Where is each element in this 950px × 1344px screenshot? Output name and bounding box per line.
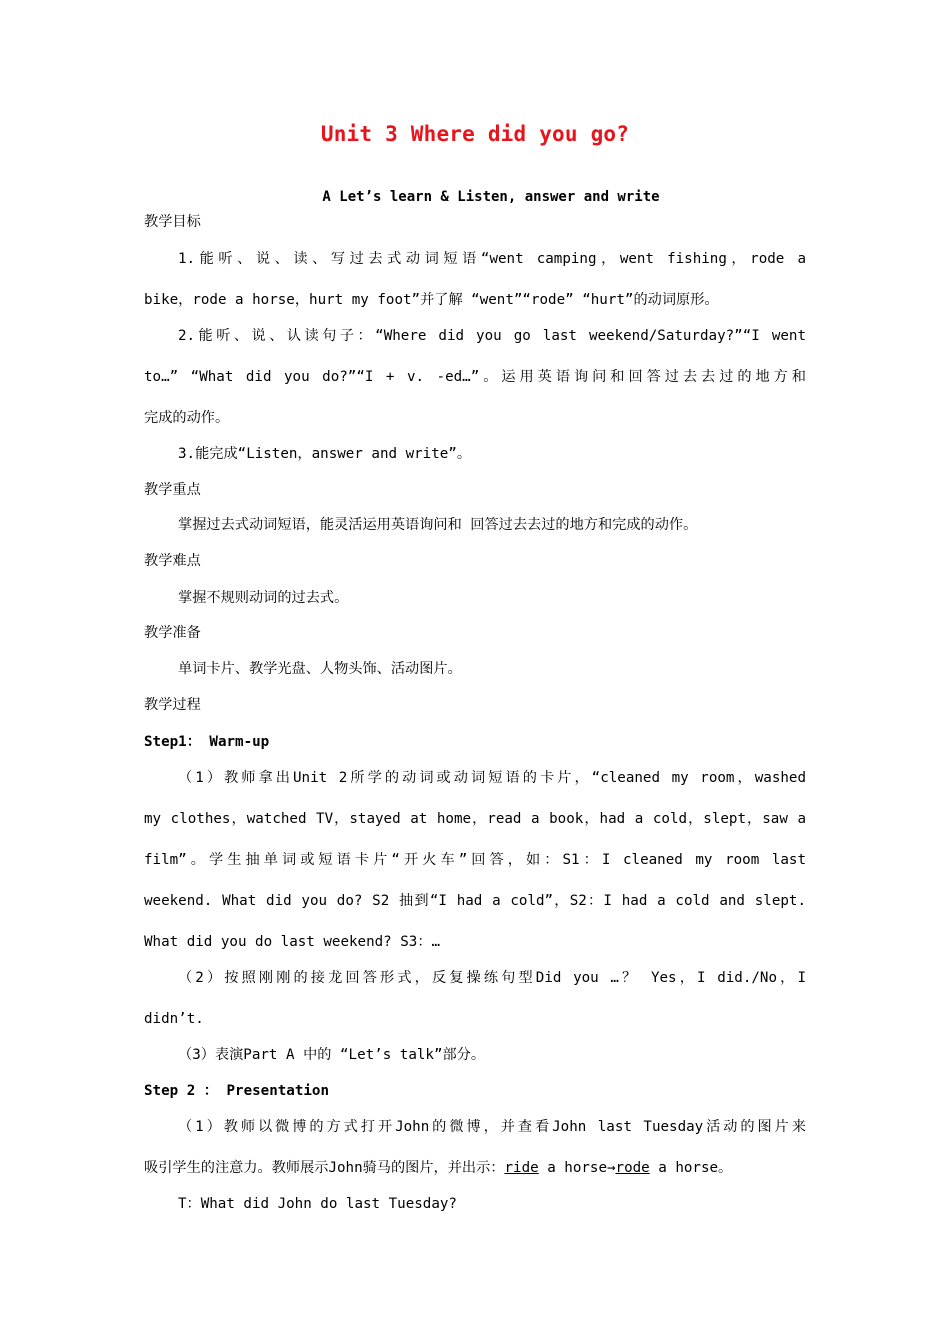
step-2-para-1-line-2 [144, 1158, 732, 1178]
step-1-para-1-line-1: （1）教师拿出Unit 2所学的动词或动词短语的卡片，“cleaned my room，washed [178, 770, 806, 786]
objective-2-line-3: 完成的动作。 [144, 410, 230, 426]
step-1-heading: Step1： Warm-up [144, 734, 270, 750]
heading-difficult-points: 教学难点 [144, 553, 201, 569]
teacher-question: T：What did John do last Tuesday? [178, 1196, 457, 1212]
preparation-text: 单词卡片、教学光盘、人物头饰、活动图片。 [178, 661, 462, 677]
step-1-para-1-line-4: weekend. What did you do? S2 抽到“I had a cold”，S2：I had a cold and slept. [144, 893, 806, 909]
key-points-text: 掌握过去式动词短语，能灵活运用英语询问和 回答过去去过的地方和完成的动作。 [178, 517, 698, 533]
step-2-heading: Step 2 ： Presentation [144, 1083, 330, 1099]
word-a-horse-arrow: a horse→ [538, 1160, 616, 1176]
heading-process: 教学过程 [144, 697, 201, 713]
difficult-points-text: 掌握不规则动词的过去式。 [178, 590, 349, 606]
word-ride: ride [504, 1160, 539, 1176]
step-2-para-1-line-1: （1）教师以微博的方式打开John的微博，并查看John last Tuesday活动的图片来 [178, 1119, 806, 1135]
heading-objectives: 教学目标 [144, 214, 201, 230]
step-1-para-1-line-3: film”。学生抽单词或短语卡片“开火车”回答，如：S1：I cleaned my room last [144, 852, 806, 868]
step-1-para-3: （3）表演Part A 中的 “Let’s talk”部分。 [178, 1047, 486, 1063]
word-rode: rode [615, 1160, 650, 1176]
objective-1-line-1: 1.能听、说、读、写过去式动词短语“went camping，went fishing，rode a [178, 251, 806, 267]
step-1-para-1-line-5: What did you do last weekend? S3：… [144, 934, 441, 950]
heading-key-points: 教学重点 [144, 482, 201, 498]
step-1-para-2-line-2: didn’t. [144, 1011, 204, 1027]
heading-preparation: 教学准备 [144, 625, 201, 641]
objective-2-line-2: to…” “What did you do?”“I + v. -ed…”。运用英语询问和回答过去去过的地方和 [144, 369, 806, 385]
objective-2-line-1: 2.能听、说、认读句子：“Where did you go last weekend/Saturday?”“I went [178, 328, 806, 344]
document-title: Unit 3 Where did you go? [320, 122, 630, 146]
objective-1-line-2: bike，rode a horse，hurt my foot”并了解 “went”“rode” “hurt”的动词原形。 [144, 292, 719, 308]
step-1-para-2-line-1: （2）按照刚刚的接龙回答形式，反复操练句型Did you …？ Yes，I did./No，I [178, 970, 806, 986]
objective-3: 3.能完成“Listen，answer and write”。 [178, 446, 472, 462]
word-a-horse-end: a horse。 [649, 1160, 733, 1176]
step-2-para-1-line-2-text: 吸引学生的注意力。教师展示John骑马的图片，并出示： [144, 1160, 505, 1176]
document-subtitle: A Let’s learn & Listen, answer and write [322, 189, 660, 205]
step-1-para-1-line-2: my clothes，watched TV，stayed at home，read a book，had a cold，slept，saw a [144, 811, 806, 827]
